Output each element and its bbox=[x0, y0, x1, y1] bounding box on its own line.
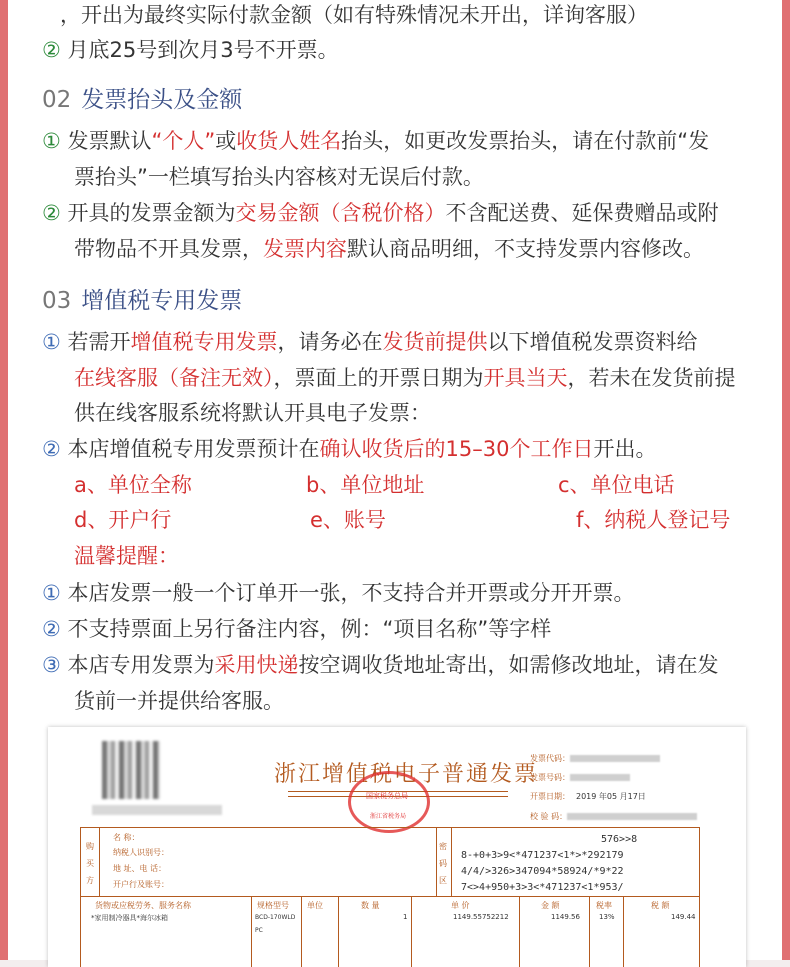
qr-code bbox=[102, 741, 160, 799]
row-rate: 13% bbox=[599, 913, 615, 921]
col-rate: 税率 bbox=[596, 901, 612, 910]
row-qty: 1 bbox=[403, 913, 408, 921]
seal-text-bottom: 浙江省税务局 bbox=[370, 813, 407, 820]
option-a: a、单位全称 bbox=[74, 473, 192, 497]
invoice-title: 浙江增值税电子普通发票 bbox=[274, 762, 539, 787]
cipher-line-2: 8-+0+3>9<*471237<1*>*292179 bbox=[461, 850, 624, 861]
reminder-3-line2: 货前一并提供给客服。 bbox=[74, 689, 284, 713]
s3-item-1-line1: ① 若需开增值税专用发票，请务必在发货前提供以下增值税发票资料给 bbox=[42, 330, 698, 354]
invoice-sample bbox=[48, 727, 746, 967]
buyer-side-label: 购 买 方 bbox=[86, 842, 94, 885]
invoice-code: 发票代码： bbox=[530, 753, 660, 764]
tax-seal bbox=[348, 771, 430, 833]
invoice-date: 开票日期： 2019 年05 月17日 bbox=[530, 792, 646, 801]
option-f: f、纳税人登记号 bbox=[576, 508, 731, 532]
buyer-address-label: 地 址、电 话： bbox=[113, 864, 167, 873]
row-model: BCD-170WLD bbox=[255, 914, 296, 921]
reminder-3-line1: ③ 本店专用发票为采用快递按空调收货地址寄出，如需修改地址，请在发 bbox=[42, 653, 719, 677]
buyer-name-label: 名 称： bbox=[113, 833, 140, 842]
invoice-table bbox=[80, 827, 700, 967]
buyer-bank-label: 开户行及账号： bbox=[113, 880, 169, 889]
reminder-1: ① 本店发票一般一个订单开一张，不支持合并开票或分开开票。 bbox=[42, 581, 635, 605]
intro-line: ，开出为最终实际付款金额（如有特殊情况未开出，详询客服） bbox=[60, 3, 648, 27]
s2-item-1-line2: 票抬头”一栏填写抬头内容核对无误后付款。 bbox=[74, 165, 484, 189]
password-zone-label: 密 码 区 bbox=[439, 842, 447, 885]
col-goods: 货物或应税劳务、服务名称 bbox=[95, 901, 191, 910]
col-unit: 单位 bbox=[307, 901, 323, 910]
s2-item-2-line2: 带物品不开具发票，发票内容默认商品明细，不支持发票内容修改。 bbox=[74, 237, 704, 261]
seal-text-top: 国家税务总局 bbox=[366, 792, 408, 800]
row-amount: 1149.56 bbox=[551, 913, 580, 921]
option-b: b、单位地址 bbox=[306, 473, 425, 497]
blurred-text bbox=[92, 805, 222, 815]
option-c: c、单位电话 bbox=[558, 473, 675, 497]
cipher-line-4: 7<>4+950+3>3<*471237<1*953/ bbox=[461, 882, 624, 893]
invoice-check-code: 校 验 码： bbox=[530, 811, 697, 822]
col-amount: 金 额 bbox=[541, 901, 560, 910]
s2-item-2-line1: ② 开具的发票金额为交易金额（含税价格）不含配送费、延保费赠品或附 bbox=[42, 201, 719, 225]
row-tax: 149.44 bbox=[671, 913, 696, 921]
s3-item-1-line2: 在线客服（备注无效），票面上的开票日期为开具当天，若未在发货前提 bbox=[74, 366, 736, 390]
option-d: d、开户行 bbox=[74, 508, 172, 532]
row-goods-name: *家用制冷器具*海尔冰箱 bbox=[91, 914, 168, 922]
reminder-2: ② 不支持票面上另行备注内容，例：“项目名称”等字样 bbox=[42, 617, 552, 641]
option-e: e、账号 bbox=[310, 508, 386, 532]
reminder-title: 温馨提醒： bbox=[74, 544, 179, 568]
section-header-02: 02 发票抬头及金额 bbox=[42, 87, 243, 113]
section-header-03: 03 增值税专用发票 bbox=[42, 288, 243, 314]
cipher-line-3: 4/4/>326>347094*58924/*9*22 bbox=[461, 866, 624, 877]
buyer-taxid-label: 纳税人识别号： bbox=[113, 848, 169, 857]
col-qty: 数 量 bbox=[361, 901, 380, 910]
intro-item-2: ② 月底25号到次月3号不开票。 bbox=[42, 38, 339, 62]
col-tax: 税 额 bbox=[651, 901, 670, 910]
s3-item-1-line3: 供在线客服系统将默认开具电子发票： bbox=[74, 401, 431, 425]
col-price: 单 价 bbox=[451, 901, 470, 910]
row-price: 1149.55752212 bbox=[453, 913, 509, 921]
invoice-number: 发票号码： bbox=[530, 772, 630, 783]
s3-item-2: ② 本店增值税专用发票预计在确认收货后的15–30个工作日开出。 bbox=[42, 437, 657, 461]
row-model-suffix: PC bbox=[255, 927, 263, 934]
cipher-line-1: 576>>8 bbox=[601, 834, 638, 845]
col-model: 规格型号 bbox=[257, 901, 289, 910]
s2-item-1-line1: ① 发票默认“个人”或收货人姓名抬头，如更改发票抬头，请在付款前“发 bbox=[42, 129, 710, 153]
